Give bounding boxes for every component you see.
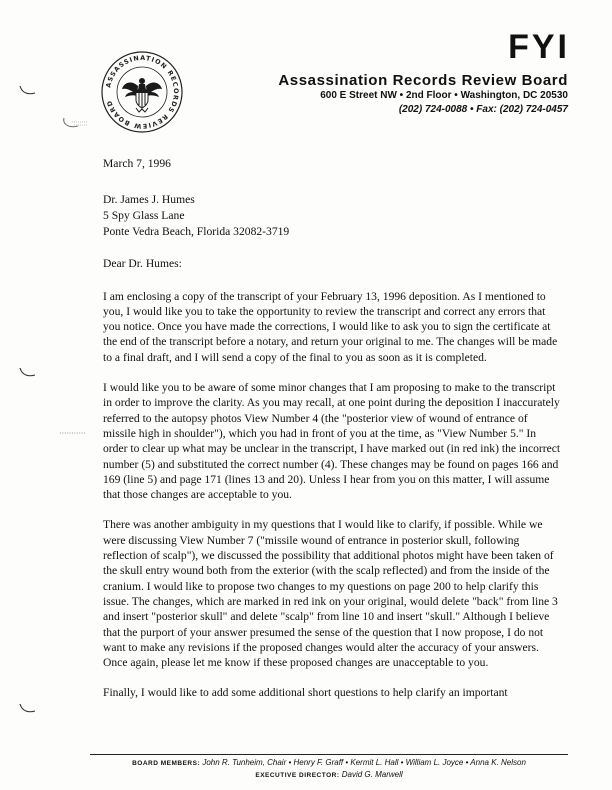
margin-dots-icon (58, 430, 88, 436)
fyi-heading: FYI (508, 28, 570, 66)
organization-address: 600 E Street NW • 2nd Floor • Washington, DC 20530 (320, 90, 568, 101)
letterhead-block (278, 72, 568, 117)
recipient-street: 5 Spy Glass Lane (103, 209, 185, 223)
recipient-name: Dr. James J. Humes (103, 193, 195, 207)
board-members-label: BOARD MEMBERS: (132, 760, 201, 767)
seal-text: ASSASSINATION RECORDS REVIEW BOARD (104, 53, 181, 131)
margin-hole-punch-icon (18, 366, 38, 380)
organization-phone: (202) 724-0088 • Fax: (202) 724-0457 (398, 104, 568, 115)
organization-name: Assassination Records Review Board (278, 72, 568, 89)
margin-hole-punch-icon (18, 702, 38, 716)
body-paragraph-2: I would like you to be aware of some minor changes that I am proposing to make to the transcript in order to improve the clarity. As you may recall, at one point during the deposition I inaccurately referred to the autopsy photos View Number 4 (the "posterior view of wound of entrance of missile high in shoulder"), which you had in front of you at the time, as "View Number 5." In order to clear up what may be unclear in the transcript, I have marked out (in red ink) the incorrect number (5) and substituted the correct number (4). These changes may be found on pages 166 and 169 (line 5) and page 171 (lines 13 and 20). Unless I hear from you on this matter, I will assume that those changes are acceptable to you. (103, 381, 561, 502)
executive-director-name: David G. Marwell (341, 770, 403, 779)
body-paragraph-3: There was another ambiguity in my questions that I would like to clarify, if possible. While we were discussing View Number 7 ("missile wound of entrance in posterior skull, following reflection of scalp"), we discussed the possibility that additional photos might have been taken of the skull entry wound both from the exterior (with the scalp reflected) and from the inside of the cranium. I would like to propose two changes to my questions on page 200 to help clarify this issue. The changes, which are marked in red ink on your original, would delete "back" from line 3 and insert "posterior skull" and delete "scalp" from line 10 and insert "skull." Although I believe that the purport of your answer presumed the sense of the question that I now propose, I do not want to make any revisions if the proposed changes would alter the accuracy of your answers. Once again, please let me know if these proposed changes are unacceptable to you. (103, 518, 558, 670)
letter-date: March 7, 1996 (103, 157, 171, 170)
footer-board-members (90, 757, 568, 781)
body-paragraph-1: I am enclosing a copy of the transcript of your February 13, 1996 deposition. As I mentioned to you, I would like you to take the opportunity to review the transcript and correct any errors that you notice. Once you have made the corrections, I would like to ask you to sign the certificate at the end of the transcript before a notary, and return your original to me. The changes will be made to a final draft, and I will send a copy of the final to you as soon as it is completed. (103, 289, 558, 364)
body-paragraph-4: Finally, I would like to add some additional short questions to help clarify an important (103, 686, 508, 700)
salutation: Dear Dr. Humes: (103, 257, 182, 271)
recipient-city: Ponte Vedra Beach, Florida 32082-3719 (103, 225, 290, 239)
executive-director-label: EXECUTIVE DIRECTOR: (255, 772, 340, 779)
letter-body (103, 156, 563, 716)
board-members-list: John R. Tunheim, Chair • Henry F. Graff • Kermit L. Hall • William L. Joyce • Anna K. Nelson (202, 758, 526, 767)
eagle-seal-icon (100, 50, 184, 134)
recipient-address (103, 192, 563, 240)
footer-divider (90, 754, 568, 755)
margin-hole-punch-icon (18, 84, 38, 98)
margin-smudge-icon (60, 114, 92, 132)
